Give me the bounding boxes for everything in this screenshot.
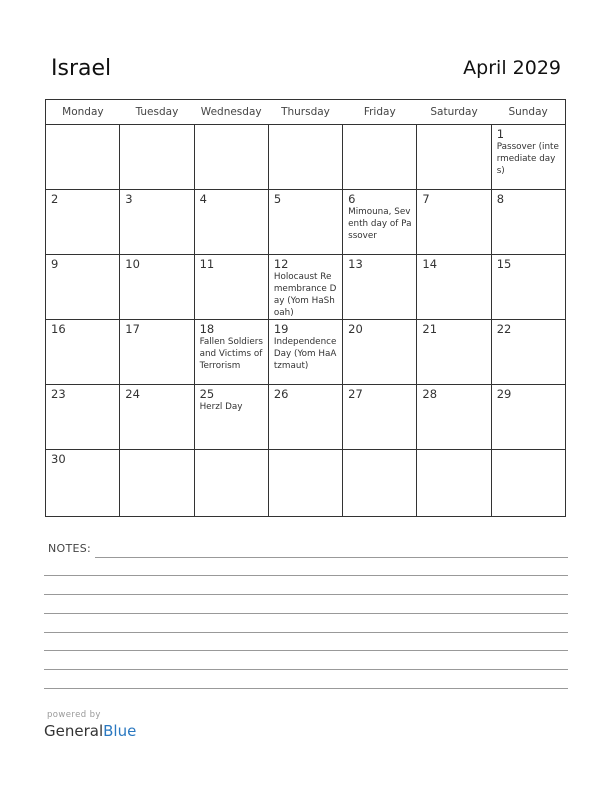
day-cell bbox=[343, 190, 417, 255]
day-number: 22 bbox=[496, 322, 512, 336]
day-number: 11 bbox=[199, 257, 215, 271]
day-cell bbox=[343, 385, 417, 450]
day-number: 17 bbox=[125, 322, 140, 336]
brand-blue: Blue bbox=[103, 722, 137, 740]
day-cell bbox=[194, 385, 268, 450]
day-cell bbox=[46, 450, 120, 517]
day-cell bbox=[343, 125, 417, 190]
day-cell bbox=[491, 125, 565, 190]
day-cell bbox=[417, 385, 491, 450]
day-cell bbox=[120, 385, 194, 450]
weekday-header: Friday bbox=[343, 100, 417, 125]
day-cell bbox=[46, 320, 120, 385]
day-number: 21 bbox=[422, 322, 438, 336]
holiday-label: Passover (intermediate days) bbox=[496, 142, 559, 176]
weekday-header-row bbox=[46, 100, 566, 125]
day-cell bbox=[268, 255, 342, 320]
day-cell bbox=[46, 385, 120, 450]
day-cell bbox=[194, 255, 268, 320]
day-number: 26 bbox=[273, 387, 289, 401]
day-cell bbox=[491, 255, 565, 320]
day-cell bbox=[46, 255, 120, 320]
day-cell bbox=[343, 320, 417, 385]
week-row bbox=[46, 255, 566, 320]
generalblue-logo[interactable] bbox=[44, 722, 136, 740]
week-row bbox=[46, 190, 566, 255]
powered-by-text: powered by bbox=[47, 710, 101, 720]
day-number: 19 bbox=[273, 322, 289, 336]
week-row bbox=[46, 385, 566, 450]
day-number: 25 bbox=[199, 387, 215, 401]
day-cell bbox=[268, 125, 342, 190]
day-cell bbox=[491, 320, 565, 385]
day-number: 4 bbox=[199, 192, 207, 206]
day-cell bbox=[491, 385, 565, 450]
day-cell bbox=[194, 190, 268, 255]
notes-line bbox=[44, 650, 568, 651]
day-cell bbox=[417, 190, 491, 255]
day-cell bbox=[343, 255, 417, 320]
day-cell bbox=[194, 320, 268, 385]
day-cell bbox=[491, 450, 565, 517]
day-cell bbox=[268, 385, 342, 450]
day-number: 24 bbox=[125, 387, 140, 401]
holiday-label: Independence Day (Yom HaAtzmaut) bbox=[273, 337, 337, 371]
holiday-label: Fallen Soldiers and Victims of Terrorism bbox=[199, 337, 263, 371]
day-cell bbox=[120, 320, 194, 385]
day-cell bbox=[46, 125, 120, 190]
calendar-grid bbox=[45, 99, 566, 517]
notes-line bbox=[44, 669, 568, 670]
day-cell bbox=[491, 190, 565, 255]
day-number: 18 bbox=[199, 322, 215, 336]
day-number: 30 bbox=[51, 452, 66, 466]
notes-line bbox=[44, 575, 568, 576]
day-number: 27 bbox=[348, 387, 363, 401]
day-cell bbox=[417, 450, 491, 517]
day-number: 9 bbox=[51, 257, 59, 271]
holiday-label: Mimouna, Seventh day of Passover bbox=[348, 207, 412, 241]
day-number: 10 bbox=[125, 257, 140, 271]
day-number: 20 bbox=[348, 322, 363, 336]
country-title: Israel bbox=[51, 56, 112, 81]
day-cell bbox=[268, 190, 342, 255]
holiday-label: Holocaust Remembrance Day (Yom HaShoah) bbox=[273, 272, 337, 318]
day-number: 5 bbox=[273, 192, 282, 206]
notes-line bbox=[44, 632, 568, 633]
day-cell bbox=[120, 450, 194, 517]
month-year-title: April 2029 bbox=[463, 57, 561, 79]
day-number: 29 bbox=[496, 387, 512, 401]
notes-line bbox=[44, 688, 568, 689]
week-row bbox=[46, 320, 566, 385]
weekday-header: Tuesday bbox=[120, 100, 194, 125]
weekday-header: Thursday bbox=[268, 100, 342, 125]
brand-general: General bbox=[44, 722, 104, 740]
day-number: 6 bbox=[348, 192, 356, 206]
day-number: 14 bbox=[422, 257, 438, 271]
day-number: 7 bbox=[422, 192, 430, 206]
day-cell bbox=[268, 320, 342, 385]
week-row bbox=[46, 450, 566, 517]
weekday-header: Saturday bbox=[417, 100, 491, 125]
notes-line bbox=[44, 594, 568, 595]
weekday-header: Wednesday bbox=[194, 100, 268, 125]
day-number: 1 bbox=[496, 127, 505, 141]
day-cell bbox=[343, 450, 417, 517]
day-cell bbox=[120, 190, 194, 255]
holiday-label: Herzl Day bbox=[199, 402, 243, 412]
day-cell bbox=[417, 125, 491, 190]
day-cell bbox=[194, 125, 268, 190]
day-number: 2 bbox=[51, 192, 59, 206]
notes-line bbox=[95, 557, 568, 558]
day-cell bbox=[268, 450, 342, 517]
day-number: 3 bbox=[125, 192, 133, 206]
day-number: 12 bbox=[273, 257, 289, 271]
day-cell bbox=[120, 255, 194, 320]
notes-line bbox=[44, 613, 568, 614]
day-number: 16 bbox=[51, 322, 66, 336]
weekday-header: Monday bbox=[46, 100, 120, 125]
day-number: 8 bbox=[496, 192, 505, 206]
day-cell bbox=[120, 125, 194, 190]
day-number: 15 bbox=[496, 257, 512, 271]
weekday-header: Sunday bbox=[491, 100, 565, 125]
day-cell bbox=[417, 255, 491, 320]
week-row bbox=[46, 125, 566, 190]
day-number: 28 bbox=[422, 387, 438, 401]
day-number: 13 bbox=[348, 257, 363, 271]
notes-label: NOTES: bbox=[48, 542, 92, 555]
day-cell bbox=[417, 320, 491, 385]
day-number: 23 bbox=[51, 387, 66, 401]
day-cell bbox=[194, 450, 268, 517]
day-cell bbox=[46, 190, 120, 255]
